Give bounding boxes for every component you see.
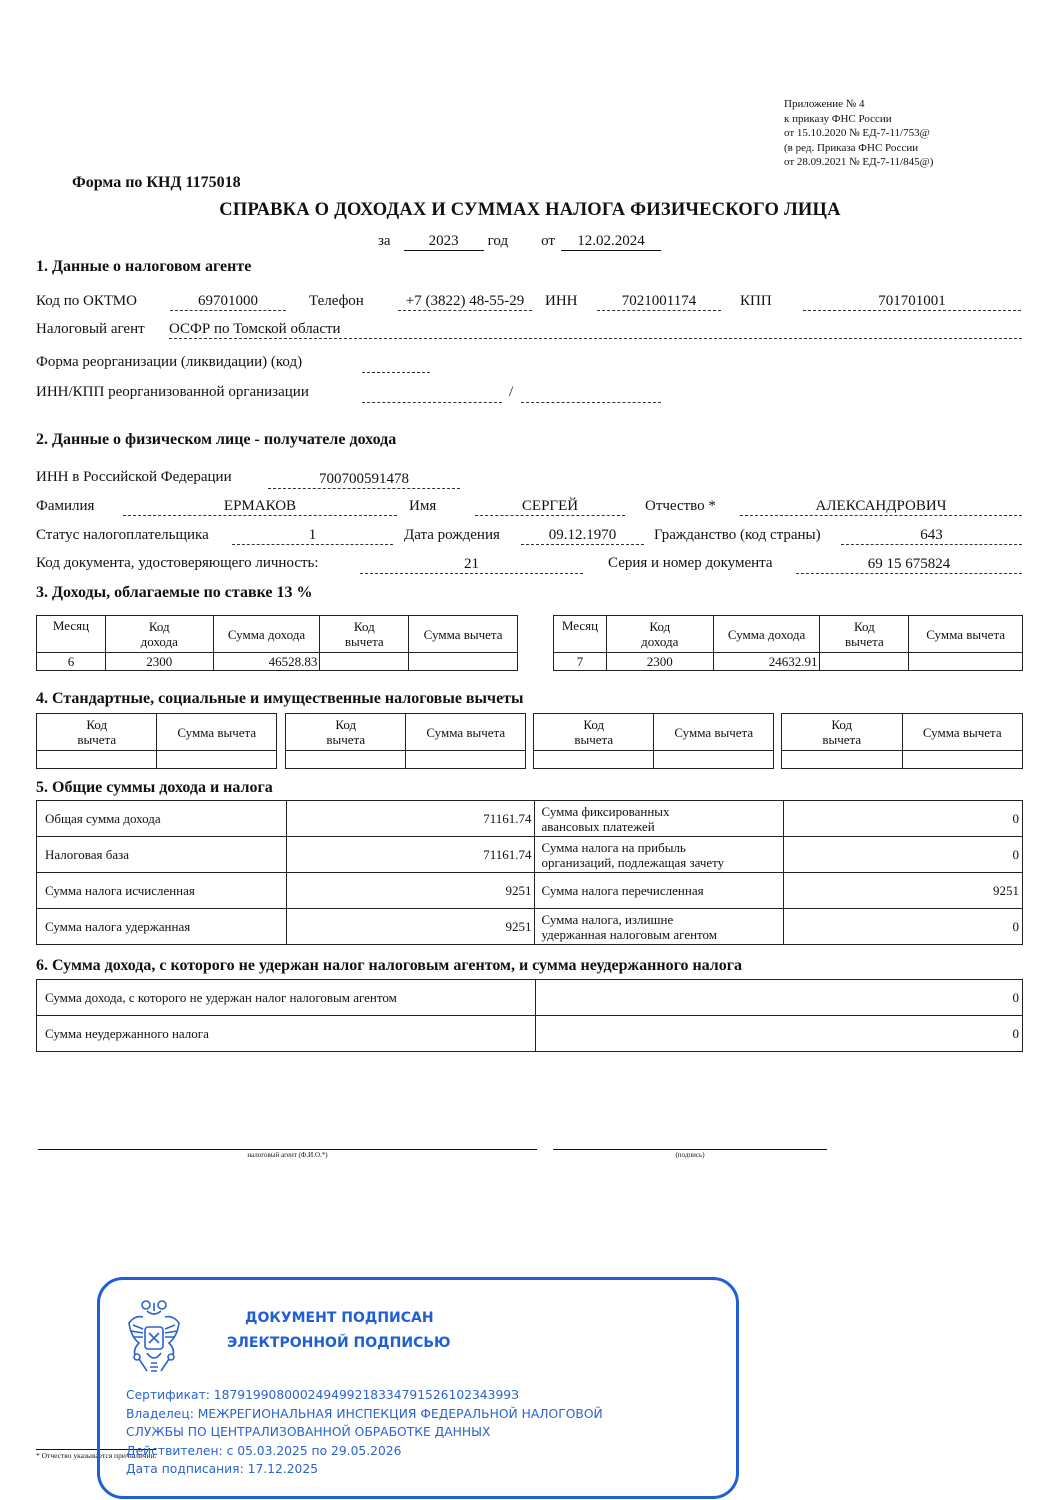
deduction-block-2 bbox=[285, 713, 526, 769]
surname-field: ЕРМАКОВ bbox=[123, 497, 397, 516]
footnote: * Отчество указывается при наличии. bbox=[36, 1451, 157, 1460]
signature-line bbox=[553, 1149, 827, 1150]
cell-deduction-code bbox=[286, 751, 406, 769]
table-header-row bbox=[37, 616, 518, 653]
stamp-info bbox=[126, 1386, 603, 1479]
period-date: 12.02.2024 bbox=[561, 233, 661, 251]
cell-income-sum: 24632.91 bbox=[713, 653, 820, 671]
tax-base-value: 71161.74 bbox=[286, 837, 535, 873]
section2-heading: 2. Данные о физическом лице - получателе дохода bbox=[36, 431, 397, 448]
citizenship-label: Гражданство (код страны) bbox=[654, 527, 821, 543]
appendix-line: от 15.10.2020 № ЕД-7-11/753@ bbox=[784, 127, 930, 139]
section5-heading: 5. Общие суммы дохода и налога bbox=[36, 779, 273, 796]
tax-transferred-value: 9251 bbox=[784, 873, 1023, 909]
col-deduction-code: Код вычета bbox=[534, 714, 654, 751]
phone-field: +7 (3822) 48-55-29 bbox=[398, 292, 532, 311]
form-code: Форма по КНД 1175018 bbox=[72, 174, 241, 191]
unwithheld-table bbox=[36, 979, 1023, 1052]
stamp-title-line2: ЭЛЕКТРОННОЙ ПОДПИСЬЮ bbox=[227, 1335, 451, 1351]
agent-name-caption: налоговый агент (Ф.И.О.*) bbox=[247, 1151, 328, 1159]
birth-date-field: 09.12.1970 bbox=[521, 526, 644, 545]
cell-income-sum: 46528.83 bbox=[213, 653, 320, 671]
tax-agent-field: ОСФР по Томской области bbox=[169, 320, 1022, 339]
table-row bbox=[554, 653, 1023, 671]
profit-tax-offset-label: Сумма налога на прибыль организаций, подлежащая зачету bbox=[535, 837, 784, 873]
table-row bbox=[286, 751, 526, 769]
agent-name-line bbox=[38, 1149, 537, 1150]
reorg-innkpp-label: ИНН/КПП реорганизованной организации bbox=[36, 384, 309, 400]
table-row bbox=[37, 801, 1023, 837]
col-deduction-sum: Сумма вычета bbox=[654, 714, 774, 751]
tax-calculated-label: Сумма налога исчисленная bbox=[37, 873, 287, 909]
cell-deduction-sum bbox=[409, 653, 518, 671]
table-row bbox=[782, 751, 1023, 769]
signature-caption: (подпись) bbox=[675, 1151, 705, 1159]
income-table-right bbox=[553, 615, 1023, 671]
cell-income-code: 2300 bbox=[105, 653, 213, 671]
surname-label: Фамилия bbox=[36, 498, 95, 514]
profit-tax-offset-value: 0 bbox=[784, 837, 1023, 873]
cell-month: 7 bbox=[554, 653, 607, 671]
unwithheld-tax-label: Сумма неудержанного налога bbox=[37, 1016, 536, 1052]
cell-deduction-sum bbox=[902, 751, 1023, 769]
fixed-advance-value: 0 bbox=[784, 801, 1023, 837]
doc-code-field: 21 bbox=[360, 555, 583, 574]
period-from-label: от bbox=[541, 233, 555, 249]
person-inn-label: ИНН в Российской Федерации bbox=[36, 469, 232, 485]
signing-date: Дата подписания: 17.12.2025 bbox=[126, 1462, 319, 1476]
total-income-label: Общая сумма дохода bbox=[37, 801, 287, 837]
reorg-kpp-field bbox=[521, 384, 661, 403]
patronymic-label: Отчество * bbox=[645, 498, 716, 514]
electronic-signature-stamp bbox=[97, 1277, 739, 1499]
reorg-form-field bbox=[362, 354, 430, 373]
col-month: Месяц bbox=[554, 616, 607, 653]
kpp-field: 701701001 bbox=[803, 292, 1021, 311]
col-deduction-code: Код вычета bbox=[320, 616, 409, 653]
cell-deduction-code bbox=[37, 751, 157, 769]
income-table-left bbox=[36, 615, 518, 671]
coat-of-arms-icon bbox=[125, 1297, 183, 1377]
person-inn-field: 700700591478 bbox=[268, 470, 460, 489]
taxpayer-status-label: Статус налогоплательщика bbox=[36, 527, 209, 543]
appendix-line: от 28.09.2021 № ЕД-7-11/845@) bbox=[784, 156, 934, 168]
col-income-sum: Сумма дохода bbox=[713, 616, 820, 653]
tax-overwithheld-label: Сумма налога, излишне удержанная налоговым агентом bbox=[535, 909, 784, 945]
col-deduction-code: Код вычета bbox=[286, 714, 406, 751]
citizenship-field: 643 bbox=[841, 526, 1022, 545]
col-deduction-code: Код вычета bbox=[820, 616, 909, 653]
tax-transferred-label: Сумма налога перечисленная bbox=[535, 873, 784, 909]
col-deduction-sum: Сумма вычета bbox=[409, 616, 518, 653]
table-row bbox=[37, 1016, 1023, 1052]
col-deduction-code: Код вычета bbox=[37, 714, 157, 751]
cell-deduction-code bbox=[820, 653, 909, 671]
appendix-line: (в ред. Приказа ФНС России bbox=[784, 141, 919, 154]
col-month: Месяц bbox=[37, 616, 106, 653]
certificate-owner-line2: СЛУЖБЫ ПО ЦЕНТРАЛИЗОВАННОЙ ОБРАБОТКЕ ДАННЫХ bbox=[126, 1425, 491, 1439]
appendix-reference bbox=[784, 97, 933, 170]
appendix-line: к приказу ФНС России bbox=[784, 112, 892, 125]
cell-income-code: 2300 bbox=[606, 653, 713, 671]
oktmo-label: Код по ОКТМО bbox=[36, 293, 137, 309]
period-for-label: за bbox=[378, 233, 391, 249]
cell-deduction-code bbox=[320, 653, 409, 671]
document-title: СПРАВКА О ДОХОДАХ И СУММАХ НАЛОГА ФИЗИЧЕСКОГО ЛИЦА bbox=[219, 200, 841, 220]
tax-overwithheld-value: 0 bbox=[784, 909, 1023, 945]
cell-month: 6 bbox=[37, 653, 106, 671]
tax-withheld-value: 9251 bbox=[286, 909, 535, 945]
taxpayer-status-field: 1 bbox=[232, 526, 393, 545]
deduction-block-3 bbox=[533, 713, 774, 769]
reorg-inn-field bbox=[362, 384, 502, 403]
col-deduction-sum: Сумма вычета bbox=[406, 714, 526, 751]
period-year-suffix: год bbox=[487, 233, 509, 249]
report-period bbox=[378, 233, 661, 251]
oktmo-field: 69701000 bbox=[170, 292, 286, 311]
tax-agent-label: Налоговый агент bbox=[36, 321, 145, 337]
cell-deduction-sum bbox=[909, 653, 1023, 671]
agent-inn-label: ИНН bbox=[545, 293, 578, 309]
first-name-field: СЕРГЕЙ bbox=[475, 497, 625, 516]
deduction-block-4 bbox=[781, 713, 1023, 769]
appendix-line: Приложение № 4 bbox=[784, 98, 865, 110]
deduction-block-1 bbox=[36, 713, 277, 769]
fixed-advance-label: Сумма фиксированных авансовых платежей bbox=[535, 801, 784, 837]
col-income-code: Код дохода bbox=[105, 616, 213, 653]
first-name-label: Имя bbox=[409, 498, 437, 514]
col-deduction-sum: Сумма вычета bbox=[909, 616, 1023, 653]
col-income-code: Код дохода bbox=[606, 616, 713, 653]
col-income-sum: Сумма дохода bbox=[213, 616, 320, 653]
doc-number-field: 69 15 675824 bbox=[796, 555, 1022, 574]
col-deduction-sum: Сумма вычета bbox=[902, 714, 1023, 751]
tax-base-label: Налоговая база bbox=[37, 837, 287, 873]
table-row bbox=[37, 837, 1023, 873]
agent-inn-field: 7021001174 bbox=[597, 292, 721, 311]
cell-deduction-sum bbox=[157, 751, 277, 769]
table-row bbox=[37, 873, 1023, 909]
phone-label: Телефон bbox=[309, 293, 364, 309]
cell-deduction-code bbox=[534, 751, 654, 769]
table-row bbox=[37, 909, 1023, 945]
kpp-label: КПП bbox=[740, 293, 772, 309]
reorg-form-label: Форма реорганизации (ликвидации) (код) bbox=[36, 354, 303, 370]
period-year: 2023 bbox=[404, 233, 484, 251]
unwithheld-tax-value: 0 bbox=[535, 1016, 1022, 1052]
section3-heading: 3. Доходы, облагаемые по ставке 13 % bbox=[36, 584, 313, 601]
table-row bbox=[534, 751, 774, 769]
cell-deduction-sum bbox=[406, 751, 526, 769]
total-income-value: 71161.74 bbox=[286, 801, 535, 837]
section6-heading: 6. Сумма дохода, с которого не удержан налог налоговым агентом, и сумма неудержанного налога bbox=[36, 957, 743, 974]
cell-deduction-sum bbox=[654, 751, 774, 769]
table-row bbox=[37, 980, 1023, 1016]
section1-heading: 1. Данные о налоговом агенте bbox=[36, 258, 252, 275]
table-row bbox=[37, 751, 277, 769]
reorg-separator: / bbox=[509, 384, 514, 400]
unwithheld-income-label: Сумма дохода, с которого не удержан налог налоговым агентом bbox=[37, 980, 536, 1016]
stamp-title-line1: ДОКУМЕНТ ПОДПИСАН bbox=[245, 1310, 434, 1326]
table-row bbox=[37, 653, 518, 671]
certificate-validity: Действителен: с 05.03.2025 по 29.05.2026 bbox=[126, 1443, 402, 1458]
patronymic-field: АЛЕКСАНДРОВИЧ bbox=[740, 497, 1022, 516]
cell-deduction-code bbox=[782, 751, 903, 769]
col-deduction-code: Код вычета bbox=[782, 714, 903, 751]
certificate-owner-line1: Владелец: МЕЖРЕГИОНАЛЬНАЯ ИНСПЕКЦИЯ ФЕДЕРАЛЬНОЙ НАЛОГОВОЙ bbox=[126, 1406, 603, 1421]
totals-table bbox=[36, 800, 1023, 945]
table-header-row bbox=[554, 616, 1023, 653]
tax-withheld-label: Сумма налога удержанная bbox=[37, 909, 287, 945]
col-deduction-sum: Сумма вычета bbox=[157, 714, 277, 751]
doc-code-label: Код документа, удостоверяющего личность: bbox=[36, 555, 319, 571]
doc-number-label: Серия и номер документа bbox=[608, 555, 773, 571]
tax-calculated-value: 9251 bbox=[286, 873, 535, 909]
birth-date-label: Дата рождения bbox=[404, 527, 500, 543]
unwithheld-income-value: 0 bbox=[535, 980, 1022, 1016]
certificate-number: Сертификат: 18791990800024949921833479152610234399З bbox=[126, 1388, 519, 1402]
section4-heading: 4. Стандартные, социальные и имущественные налоговые вычеты bbox=[36, 690, 524, 707]
